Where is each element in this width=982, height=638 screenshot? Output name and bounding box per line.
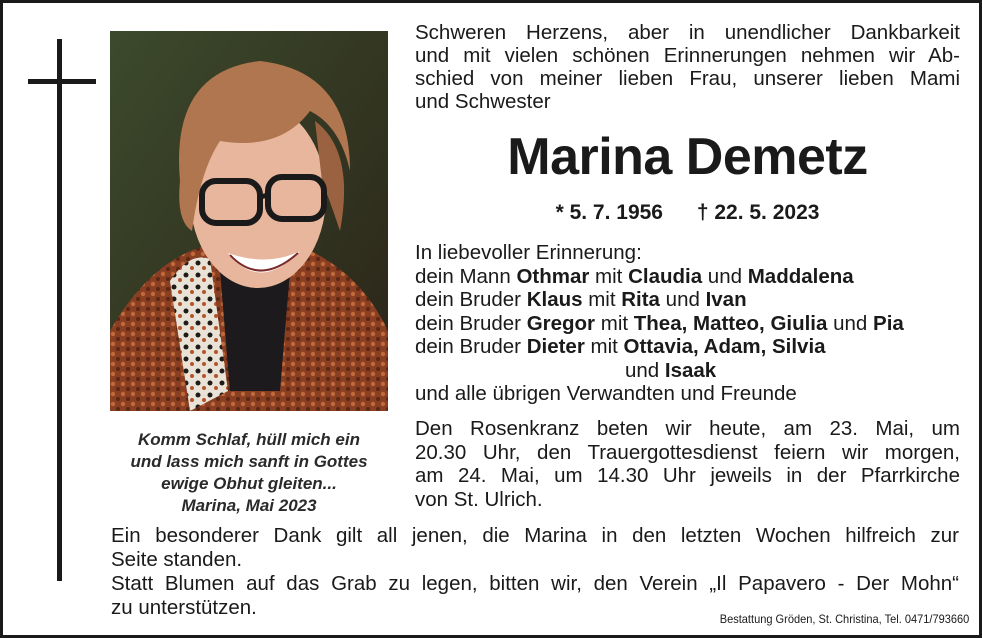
family-row-brother [415, 312, 975, 336]
intro-line: und Schwester [415, 90, 551, 113]
intro-line: und mit vielen schönen Erinnerungen nehmen wir Ab- [415, 44, 960, 67]
relation-text: dein Bruder [415, 335, 527, 358]
service-line: am 24. Mai, um 14.30 Uhr jeweils in der Pfarrkirche [415, 464, 960, 487]
deceased-name: Marina Demetz [507, 128, 868, 186]
relation-text: dein Mann [415, 264, 517, 288]
thanks-paragraph [111, 524, 959, 620]
thanks-line: zu unterstützen. [111, 596, 257, 619]
connector-text: und [625, 358, 665, 382]
family-others: und alle übrigen Verwandten und Freunde [415, 382, 797, 405]
relative-name: Gregor [526, 311, 596, 335]
connector-text: und [702, 264, 748, 288]
family-row-husband [415, 265, 975, 289]
relative-name: Claudia [628, 264, 703, 288]
relative-name: Maddalena [747, 264, 854, 288]
motto-quote [107, 429, 391, 517]
intro-paragraph [415, 21, 960, 113]
connector-text: und [827, 311, 874, 335]
family-heading: In liebevoller Erinnerung: [415, 241, 642, 264]
motto-line: ewige Obhut gleiten... [161, 474, 337, 493]
death-date: † 22. 5. 2023 [696, 201, 820, 224]
relative-name: Ivan [705, 288, 747, 311]
connector-text: mit [595, 311, 634, 335]
life-dates [415, 200, 960, 226]
funeral-home-credit: Bestattung Gröden, St. Christina, Tel. 0471/793660 [719, 612, 969, 626]
birth-date: * 5. 7. 1956 [555, 201, 663, 224]
family-row-continuation [415, 359, 975, 383]
cross-vertical-bar [57, 39, 62, 581]
relative-name: Pia [873, 311, 904, 335]
motto-line: und lass mich sanft in Gottes [130, 452, 368, 471]
service-line: von St. Ulrich. [415, 487, 543, 511]
connector-text: mit [584, 335, 624, 358]
relative-name: Thea, Matteo, Giulia [633, 311, 828, 335]
relation-text: dein Bruder [415, 288, 527, 311]
service-line: Den Rosenkranz beten wir heute, am 23. Mai, um [415, 417, 960, 440]
cross-horizontal-bar [28, 79, 96, 84]
relative-name: Othmar [516, 264, 590, 288]
motto-line: Komm Schlaf, hüll mich ein [138, 430, 360, 449]
relative-name: Isaak [664, 358, 717, 382]
connector-text: mit [582, 288, 622, 311]
connector-text: und [659, 288, 706, 311]
portrait-illustration [110, 31, 388, 411]
relative-name: Rita [621, 288, 660, 311]
relative-name: Dieter [526, 335, 585, 358]
family-row-brother [415, 335, 975, 359]
thanks-line: Ein besonderer Dank gilt all jenen, die Marina in den letzten Wochen hilfreich zur [111, 524, 959, 547]
connector-text: mit [589, 264, 629, 288]
relative-name: Klaus [526, 288, 583, 311]
relative-name: Ottavia, Adam, Silvia [623, 335, 826, 358]
service-line: 20.30 Uhr, den Trauergottesdienst feiern wir morgen, [415, 440, 960, 464]
relation-text: dein Bruder [415, 311, 527, 335]
family-row-brother [415, 288, 975, 312]
intro-line: schied von meiner lieben Frau, unserer lieben Mami [415, 67, 960, 90]
thanks-line: Statt Blumen auf das Grab zu legen, bitten wir, den Verein „Il Papavero - Der Mohn“ [111, 572, 959, 595]
family-list [415, 241, 975, 406]
motto-signature: Marina, Mai 2023 [181, 496, 317, 515]
thanks-line: Seite standen. [111, 548, 243, 571]
service-info [415, 417, 960, 511]
portrait-photo [110, 31, 388, 411]
intro-line: Schweren Herzens, aber in unendlicher Dankbarkeit [415, 21, 960, 44]
